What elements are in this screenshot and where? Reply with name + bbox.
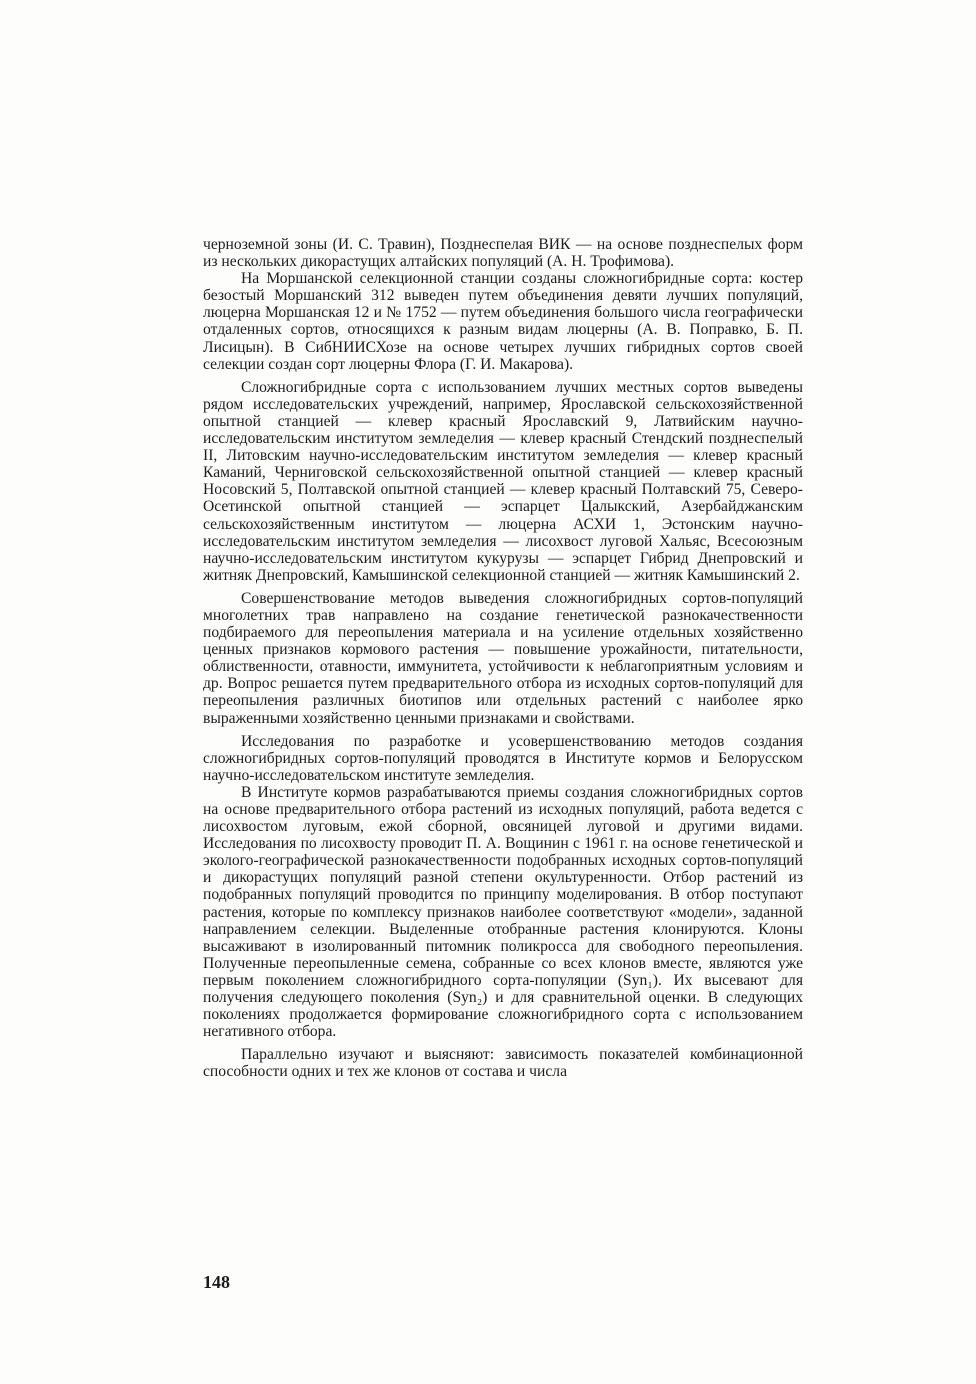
- page-number: 148: [203, 1272, 230, 1292]
- paragraph-4: Совершенствование методов выведения сложногибридных сортов-популяций многолетних трав направлено на создание генетической разнокачественности подбираемого для переопыления материала и на усиление отдельных хозяйственно ценных признаков кормового растения — повышение урожайности, питательности, облиственности, отавности, иммунитета, устойчивости к неблагоприятным условиям и др. Вопрос решается путем предварительного отбора из исходных сортов-популяций для переопыления различных биотипов или отдельных растений с наиболее ярко выраженными хозяйственно ценными признаками и свойствами.: [203, 589, 803, 727]
- body-text: [203, 236, 803, 1081]
- paragraph-6: В Институте кормов разрабатываются приемы создания сложногибридных сортов на основе предварительного отбора растений из исходных популяций, работа ведется с лисохвостом луговым, ежой сборной, овсяницей луговой и другими видами. Исследования по лисохвосту проводит П. А. Вощинин с 1961 г. на основе генетической и эколого-географической разнокачественности подобранных исходных сортов-популяций и дикорастущих популяций разной степени окультуренности. Отбор растений из подобранных популяций проводится по принципу моделирования. В отбор поступают растения, которые по комплексу признаков наиболее соответствуют «модели», заданной направлением селекции. Выделенные отобранные растения клонируются. Клоны высаживают в изолированный питомник поликросса для свободного переопыления. Полученные переопыленные семена, собранные со всех клонов вместе, являются уже первым поколением сложногибридного сорта-популяции (Syn₁). Их высевают для получения следующего поколения (Syn₂) и для сравнительной оценки. В следующих поколениях продолжается формирование сложногибридного сорта с использованием негативного отбора.: [203, 783, 803, 1041]
- paragraph-1: чернозeмной зоны (И. С. Травин), Позднеспелая ВИК — на основе позднеспелых форм из нескольких дикорастущих алтайских популяций (А. Н. Трофимова).: [203, 236, 803, 271]
- paragraph-2: На Моршанской селекционной станции созданы сложногибридные сорта: костер безостый Моршанский 312 выведен путем объединения девяти лучших популяций, люцерна Моршанская 12 и № 1752 — путем объединения большого числа географически отдаленных сортов, относящихся к разным видам люцерны (А. В. Поправко, Б. П. Лисицын). В СибНИИСХозе на основе четырех лучших гибридных сортов своей селекции создан сорт люцерны Флора (Г. И. Макарова).: [203, 270, 803, 373]
- paragraph-3: Сложногибридные сорта с использованием лучших местных сортов выведены рядом исследовательских учреждений, например, Ярославской сельскохозяйственной опытной станцией — клевер красный Ярославский 9, Латвийским научно-исследовательским институтом земледелия — клевер красный Стендский позднеспелый II, Литовским научно-исследовательским институтом земледелия — клевер красный Каманий, Черниговской сельскохозяйственной опытной станцией — клевер красный Носовский 5, Полтавской опытной станцией — клевер красный Полтавский 75, Северо-Осетинской опытной станцией — эспарцет Цалыкский, Азербайджанским сельскохозяйственным институтом — люцерна АСХИ 1, Эстонским научно-исследовательским институтом земледелия — лисохвост луговой Хальяс, Всесоюзным научно-исследовательским институтом кукурузы — эспарцет Гибрид Днепровский и житняк Днепровский, Камышинской селекционной станцией — житняк Камышинский 2.: [203, 378, 803, 584]
- paragraph-5: Исследования по разработке и усовершенствованию методов создания сложногибридных сортов-популяций проводятся в Институте кормов и Белорусском научно-исследовательском институте земледелия.: [203, 732, 803, 784]
- paragraph-7: Параллельно изучают и выясняют: зависимость показателей комбинационной способности одних и тех же клонов от состава и числа: [203, 1046, 803, 1081]
